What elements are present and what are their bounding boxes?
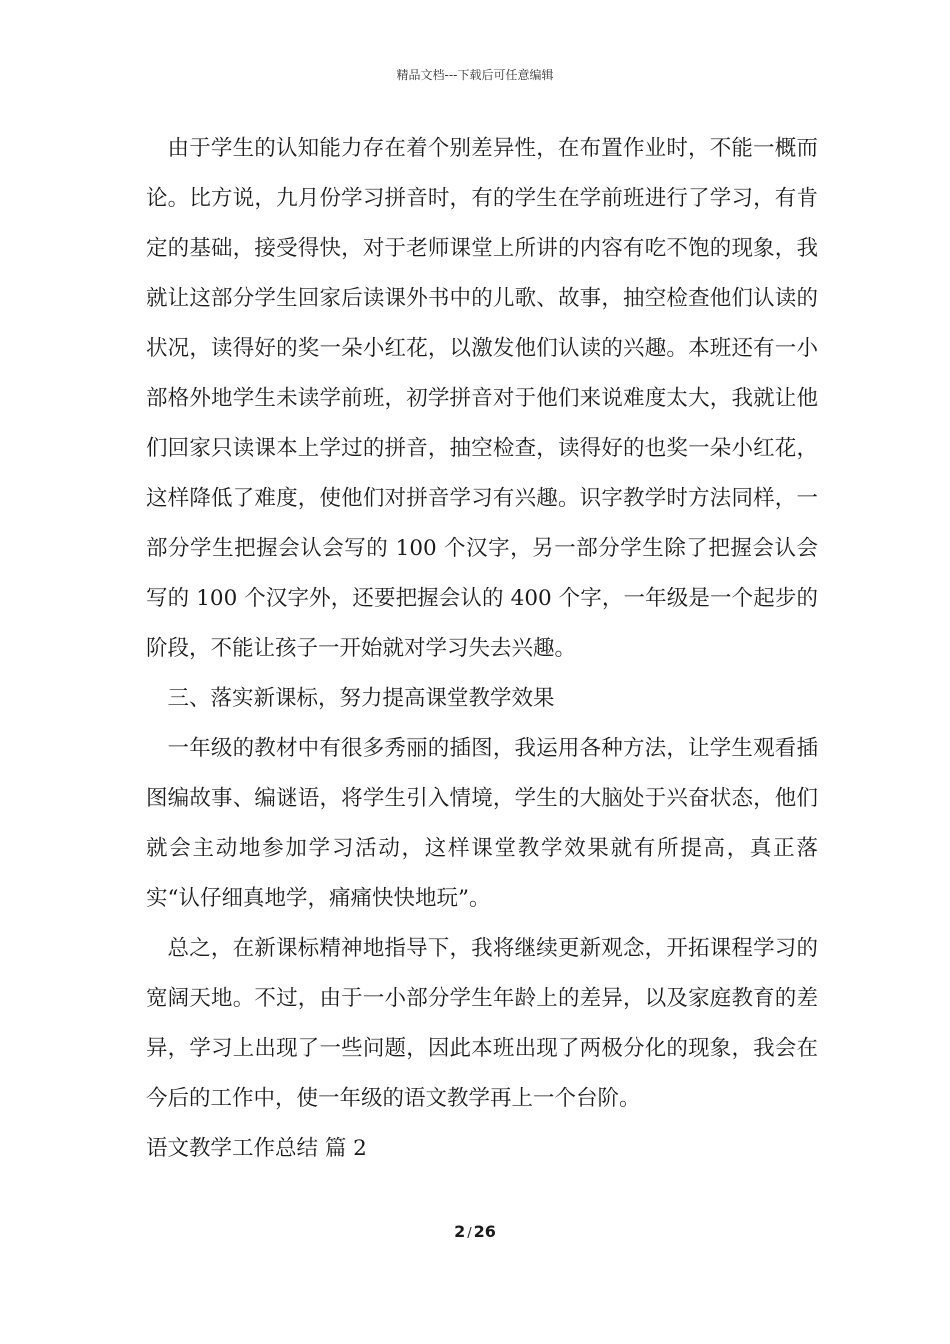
page-header: 精品文档---下载后可任意编辑 bbox=[396, 68, 554, 82]
page-number bbox=[0, 1222, 950, 1241]
paragraph-illustrations: 一年级的教材中有很多秀丽的插图，我运用各种方法，让学生观看插图编故事、编谜语，将学生引入情境，学生的大脑处于兴奋状态，他们就会主动地参加学习活动，这样课堂教学效果就有所提高，真正落实“认仔细真地学，痛痛快快地玩”。 bbox=[146, 736, 818, 911]
paragraph-conclusion: 总之，在新课标精神地指导下，我将继续更新观念，开拓课程学习的宽阔天地。不过，由于一小部分学生年龄上的差异，以及家庭教育的差异，学习上出现了一些问题，因此本班出现了两极分化的现象，我会在今后的工作中，使一年级的语文教学再上一个台阶。 bbox=[146, 936, 818, 1111]
document-body bbox=[146, 124, 818, 1174]
paragraph-homework-differentiation: 由于学生的认知能力存在着个别差异性，在布置作业时，不能一概而论。比方说，九月份学习拼音时，有的学生在学前班进行了学习，有肯定的基础，接受得快，对于老师课堂上所讲的内容有吃不饱的现象，我就让这部分学生回家后读课外书中的儿歌、故事，抽空检查他们认读的状况，读得好的奖一朵小红花，以激发他们认读的兴趣。本班还有一小部格外地学生未读学前班，初学拼音对于他们来说难度太大，我就让他们回家只读课本上学过的拼音，抽空检查，读得好的也奖一朵小红花，这样降低了难度，使他们对拼音学习有兴趣。识字教学时方法同样，一部分学生把握会认会写的 100 个汉字，另一部分学生除了把握会认会写的 100 个汉字外，还要把握会认的 400 个字，一年级是一个起步的阶段，不能让孩子一开始就对学习失去兴趣。 bbox=[146, 136, 818, 661]
current-page-number: 2 bbox=[454, 1222, 466, 1241]
page-separator: / bbox=[467, 1226, 472, 1241]
total-pages-number: 26 bbox=[473, 1222, 496, 1241]
article-title-part-2: 语文教学工作总结 篇 2 bbox=[146, 1136, 367, 1161]
section-heading-new-curriculum: 三、落实新课标，努力提高课堂教学效果 bbox=[167, 686, 555, 711]
